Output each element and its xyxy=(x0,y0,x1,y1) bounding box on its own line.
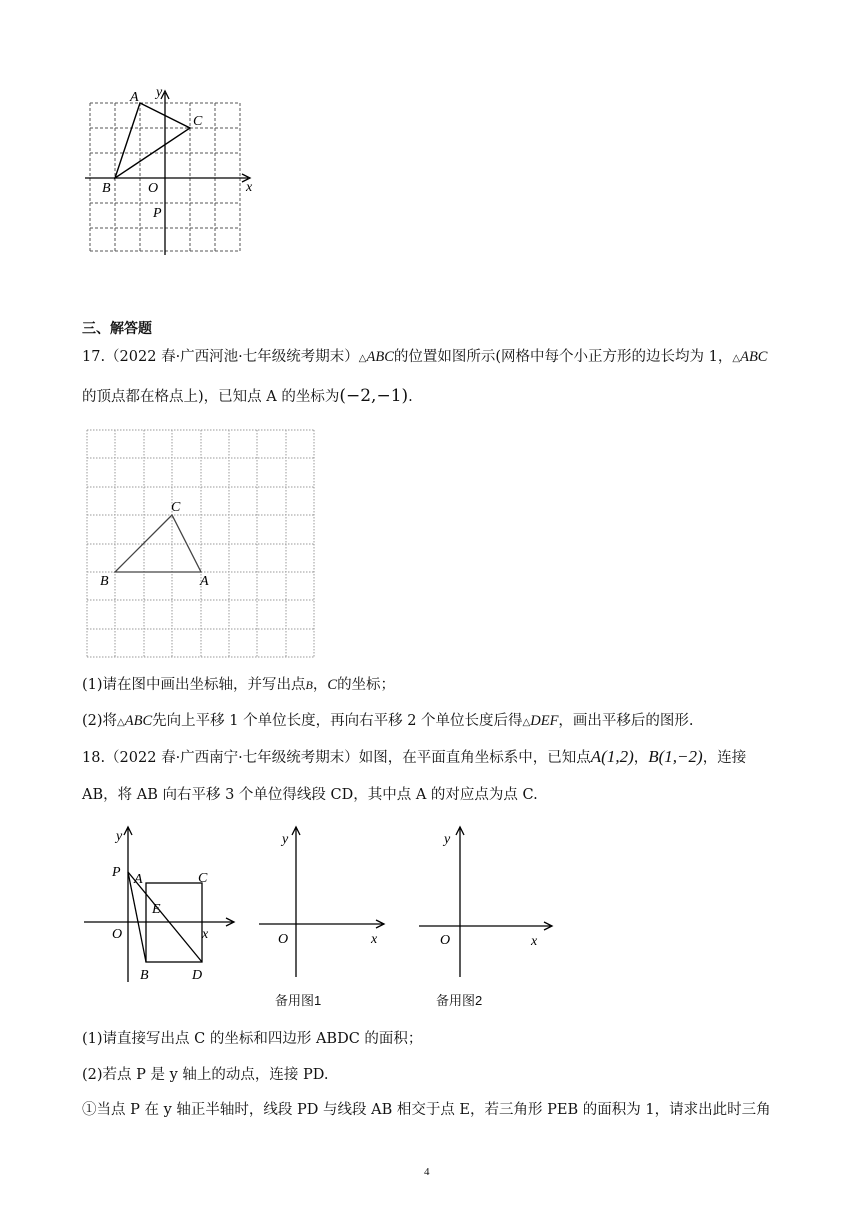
q17-sub2-def: DEF xyxy=(530,713,559,729)
q16-triangle xyxy=(115,103,190,178)
q17-sub1 xyxy=(82,675,395,695)
q18-backup2-caption: 备用图2 xyxy=(436,993,483,1008)
q17-source: 17.（2022 春·广西河池·七年级统考期末） xyxy=(82,349,359,365)
q17-label-B: B xyxy=(100,574,109,589)
q17-sub2-middle: 先向上平移 1 个单位长度，再向右平移 2 个单位长度后得 xyxy=(152,713,523,729)
q17-sub1-C: C xyxy=(327,677,338,693)
q18-line2: AB，将 AB 向右平移 3 个单位得线段 CD，其中点 A 的对应点为点 C. xyxy=(82,787,538,803)
q18-backup2-label-x: x xyxy=(531,934,538,949)
q17-sub2 xyxy=(82,711,694,733)
q17-abc-2: ABC xyxy=(740,349,768,365)
q16-label-y: y xyxy=(156,85,163,100)
q18-sub3: ①当点 P 在 y 轴正半轴时，线段 PD 与线段 AB 相交于点 E，若三角形 PEB 的面积为 1，请求出此时三角 xyxy=(82,1102,771,1118)
q17-sub2-text: (2)将 xyxy=(82,713,118,729)
q18-backup1-label-O: O xyxy=(278,932,289,947)
q17-coord-A: (−2,−1) xyxy=(339,386,409,406)
section-title: 三、解答题 xyxy=(82,320,152,336)
q17-sub2-end: ，画出平移后的图形. xyxy=(558,713,694,729)
q16-label-A: A xyxy=(130,90,139,105)
q16-label-B: B xyxy=(102,181,111,196)
q18-label-O: O xyxy=(112,927,123,942)
q17-sub2-tri2: △ xyxy=(522,717,531,728)
q17-line2-text: 的顶点都在格点上)，已知点 A 的坐标为 xyxy=(82,389,340,405)
q16-label-x: x xyxy=(246,180,253,195)
q17-label-C: C xyxy=(171,500,181,515)
q17-abc: ABC xyxy=(366,349,394,365)
q17-sub1-text: (1)请在图中画出坐标轴，并写出点 xyxy=(82,677,306,693)
q18-line1-end: ，连接 xyxy=(702,750,747,766)
q18-backup1-caption: 备用图1 xyxy=(275,993,322,1008)
q18-sep: ， xyxy=(633,750,649,766)
q17-sub2-tri: △ xyxy=(117,717,125,728)
q16-figure xyxy=(80,85,265,260)
q16-label-C: C xyxy=(193,114,203,129)
q17-line2 xyxy=(82,386,413,407)
q18-label-y: y xyxy=(116,829,123,844)
q18-label-x: x xyxy=(202,927,209,942)
q18-backup1-axes xyxy=(259,827,384,977)
q18-main-figure xyxy=(82,822,242,987)
q18-sub2: (2)若点 P 是 y 轴上的动点，连接 PD. xyxy=(82,1067,329,1083)
q16-label-O: O xyxy=(148,181,159,196)
q17-triangle xyxy=(115,515,201,572)
q18-backup-figure-2 xyxy=(414,822,559,982)
q17-tri-symbol: △ xyxy=(358,353,367,364)
q18-backup2-axes xyxy=(419,827,552,977)
q18-line1 xyxy=(82,747,746,768)
q17-line1 xyxy=(82,347,767,369)
q17-grid xyxy=(87,430,314,657)
q17-line1-text: 的位置如图所示(网格中每个小正方形的边长均为 1， xyxy=(393,349,733,365)
q17-line2-end: . xyxy=(408,389,413,405)
q18-label-C: C xyxy=(198,871,208,886)
q18-point-B: B(1,−2) xyxy=(648,747,703,766)
q17-sub2-abc: ABC xyxy=(124,713,153,729)
page-number: 4 xyxy=(424,1166,430,1178)
q18-backup2-label-y: y xyxy=(444,832,451,847)
q16-axes xyxy=(85,91,250,255)
q16-label-P: P xyxy=(153,206,162,221)
q18-backup1-label-x: x xyxy=(371,932,378,947)
q18-sub1: (1)请直接写出点 C 的坐标和四边形 ABDC 的面积； xyxy=(82,1031,423,1047)
q18-label-P: P xyxy=(112,865,121,880)
q18-line1-text: 18.（2022 春·广西南宁·七年级统考期末）如图，在平面直角坐标系中，已知点 xyxy=(82,750,591,766)
q18-backup1-label-y: y xyxy=(282,832,289,847)
q17-sub1-B: B xyxy=(305,678,313,692)
q18-label-A: A xyxy=(134,872,143,887)
q18-backup-figure-1 xyxy=(254,822,394,982)
q17-label-A: A xyxy=(200,574,209,589)
q17-figure xyxy=(85,428,317,660)
q18-backup2-label-O: O xyxy=(440,933,451,948)
q18-label-D: D xyxy=(192,968,203,983)
q17-tri-symbol-2: △ xyxy=(732,353,741,364)
q18-label-B: B xyxy=(140,968,149,983)
q17-sub1-end: 的坐标； xyxy=(337,677,396,693)
q17-sub1-sep: ， xyxy=(312,677,328,693)
q18-label-E: E xyxy=(152,902,161,917)
q18-point-A: A(1,2) xyxy=(590,747,634,766)
